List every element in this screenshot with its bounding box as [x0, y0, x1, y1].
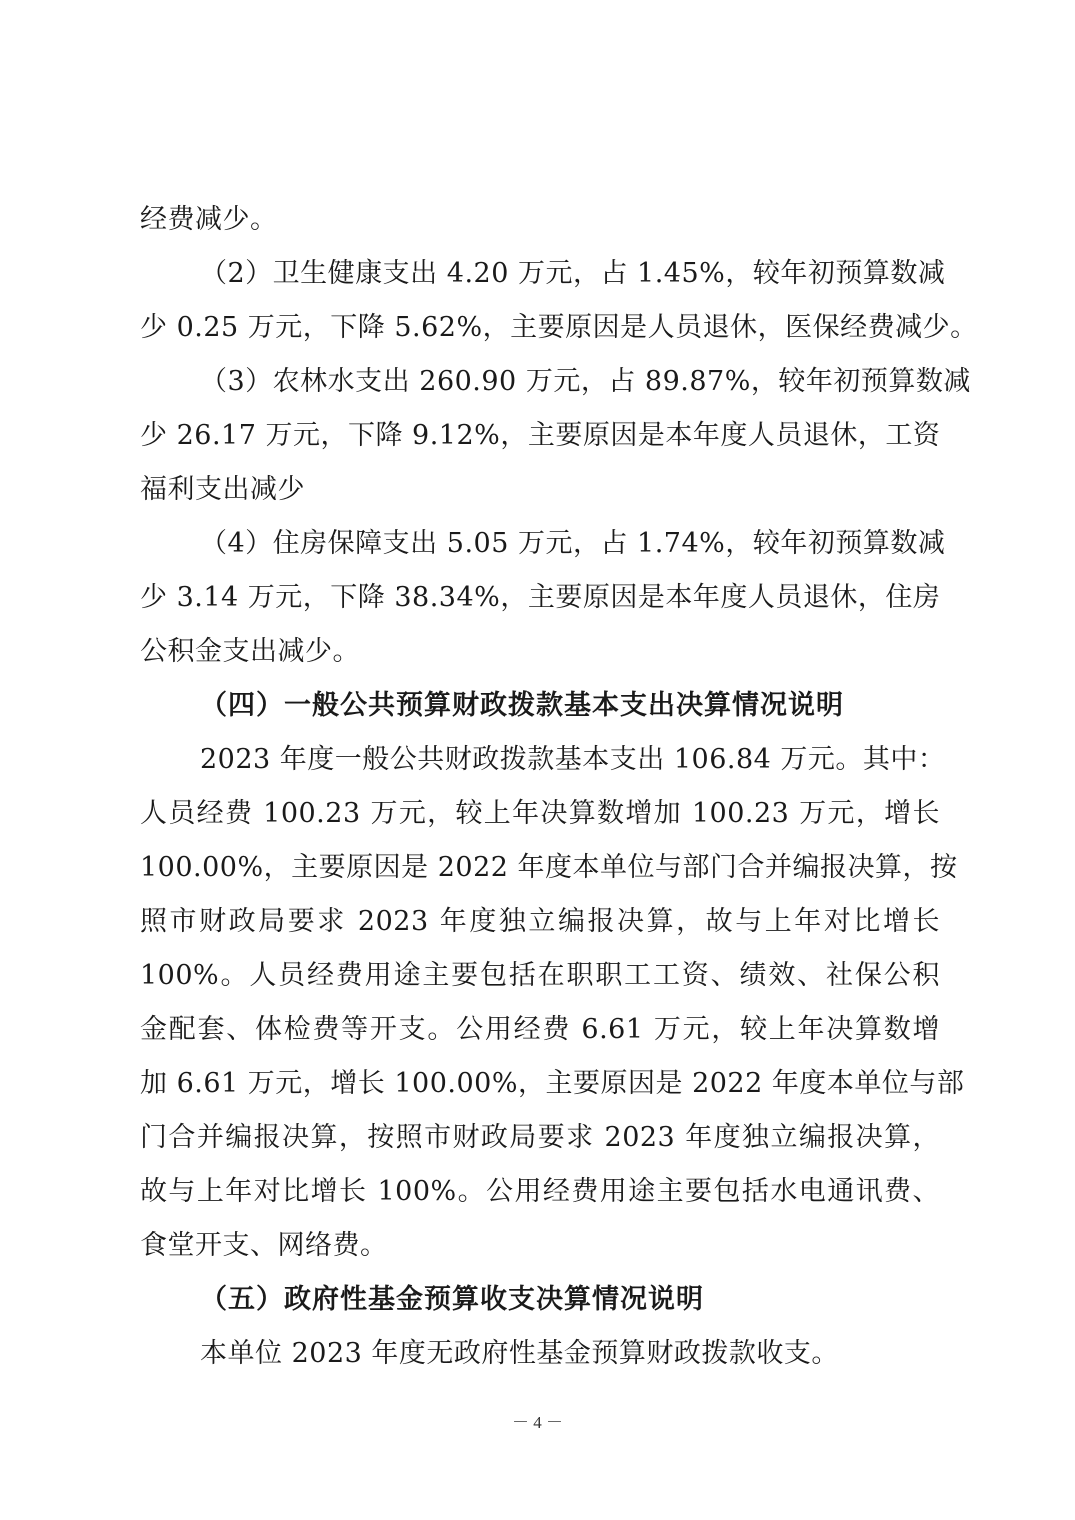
text-line: 食堂开支、网络费。	[140, 1230, 388, 1261]
section-heading: （五）政府性基金预算收支决算情况说明	[200, 1284, 704, 1315]
text-line: 本单位 2023 年度无政府性基金预算财政拨款收支。	[200, 1338, 839, 1369]
document-body	[140, 193, 978, 1381]
text-line: 100.00%，主要原因是 2022 年度本单位与部门合并编报决算，按	[140, 852, 958, 883]
text-line: 100%。人员经费用途主要包括在职职工工资、绩效、社保公积	[140, 960, 940, 991]
text-line: 加 6.61 万元，增长 100.00%，主要原因是 2022 年度本单位与部	[140, 1068, 965, 1099]
text-line: 少 26.17 万元，下降 9.12%，主要原因是本年度人员退休，工资	[140, 420, 941, 451]
text-line: 经费减少。	[140, 204, 278, 235]
text-line: 福利支出减少	[140, 474, 305, 505]
page-number: － 4 －	[512, 1413, 563, 1432]
section-heading: （四）一般公共预算财政拨款基本支出决算情况说明	[200, 690, 844, 721]
text-line: 金配套、体检费等开支。公用经费 6.61 万元，较上年决算数增	[140, 1014, 940, 1045]
text-line: （4）住房保障支出 5.05 万元，占 1.74%，较年初预算数减	[200, 528, 946, 559]
text-line: 公积金支出减少。	[140, 636, 360, 667]
text-line: 人员经费 100.23 万元，较上年决算数增加 100.23 万元，增长	[140, 798, 940, 829]
text-line: 少 0.25 万元，下降 5.62%，主要原因是人员退休，医保经费减少。	[140, 312, 978, 343]
text-line: （2）卫生健康支出 4.20 万元，占 1.45%，较年初预算数减	[200, 258, 946, 289]
text-line: （3）农林水支出 260.90 万元，占 89.87%，较年初预算数减	[200, 366, 971, 397]
text-line: 照市财政局要求 2023 年度独立编报决算，故与上年对比增长	[140, 906, 940, 937]
text-line: 少 3.14 万元，下降 38.34%，主要原因是本年度人员退休，住房	[140, 582, 941, 613]
text-line: 2023 年度一般公共财政拨款基本支出 106.84 万元。其中：	[200, 744, 946, 775]
text-line: 故与上年对比增长 100%。公用经费用途主要包括水电通讯费、	[140, 1176, 940, 1207]
text-line: 门合并编报决算，按照市财政局要求 2023 年度独立编报决算，	[140, 1122, 940, 1153]
